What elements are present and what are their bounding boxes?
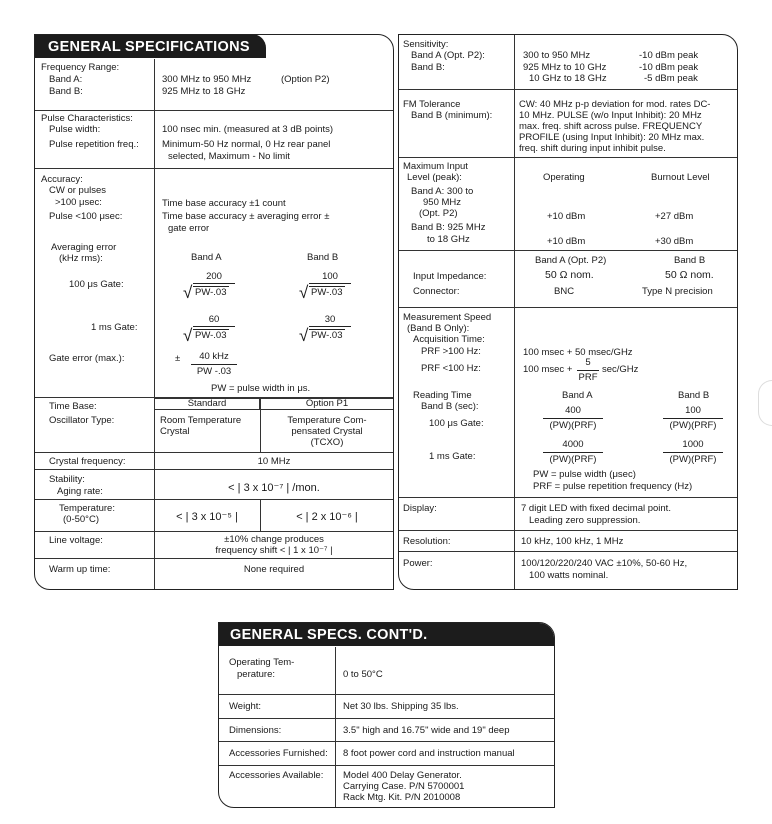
fm-line-3: max. freq. shift across pulse. FREQUENCY (519, 121, 703, 132)
prf-lt-suffix: sec/GHz (602, 364, 639, 375)
sensitivity-band-b-label: Band B: (411, 62, 445, 73)
sensitivity-range-3: 10 GHz to 18 GHz (529, 73, 607, 84)
max-band-a-2: 950 MHz (423, 197, 462, 208)
option-p1-header: Option P1 (305, 398, 349, 409)
aging-rate-value: < | 3 x 10⁻⁷ | /mon. (228, 482, 320, 494)
sensitivity-label: Sensitivity: (403, 39, 449, 50)
fm-line-5: freq. shift during input inhibit pulse. (519, 143, 666, 154)
crystal-frequency-label: Crystal frequency: (49, 456, 126, 467)
band-b-label: Band B: (49, 86, 83, 97)
acquisition-time-label: Acquisition Time: (413, 334, 485, 345)
prf-gt-label: PRF >100 Hz: (421, 346, 481, 357)
warm-up-label: Warm up time: (49, 564, 111, 575)
standard-header: Standard (187, 398, 227, 409)
speed-label-1: Measurement Speed (403, 312, 492, 323)
max-band-b-burnout: +30 dBm (655, 236, 694, 247)
time-base-section (35, 398, 393, 453)
operating-temperature-label-1: Operating Tem- (229, 657, 295, 668)
line-voltage-value-2: frequency shift < | 1 x 10⁻⁷ | (215, 545, 333, 556)
power-value-1: 100/120/220/240 VAC ±10%, 50-60 Hz, (521, 558, 688, 569)
prf-lt-label: PRF <100 Hz: (421, 363, 481, 374)
speed-note-1: PW = pulse width (μsec) (533, 469, 636, 480)
weight-value: Net 30 lbs. Shipping 35 lbs. (343, 701, 459, 712)
oscillator-standard-2: Crystal (160, 426, 190, 437)
lt100-value-2: gate error (168, 223, 210, 234)
accuracy-section (35, 169, 393, 398)
accessories-available-value-3: Rack Mtg. Kit. P/N 2010008 (343, 792, 461, 803)
sensitivity-range-1: 300 to 950 MHz (523, 50, 591, 61)
prf-lt-fraction: 5 PRF (578, 357, 598, 383)
resolution-section (399, 531, 737, 552)
band-a-label: Band A: (49, 74, 83, 85)
band-b-impedance-header: Band B (674, 255, 706, 266)
gate-error-plusminus: ± (175, 353, 181, 364)
pulse-width-value: 100 nsec min. (measured at 3 dB points) (162, 124, 334, 135)
gate-100us-band-a-formula: 200 √ PW-.03 (193, 287, 235, 299)
fm-line-4: PROFILE (using Input Inhibit): 20 MHz max. (519, 132, 705, 143)
gate-1ms-label: 1 ms Gate: (91, 322, 138, 333)
resolution-value: 10 kHz, 100 kHz, 1 MHz (521, 536, 624, 547)
burnout-header: Burnout Level (651, 172, 710, 183)
accessories-furnished-row (219, 742, 554, 766)
oscillator-option-1: Temperature Com- (287, 415, 367, 426)
gate-100us-label: 100 μs Gate: (69, 279, 124, 290)
gate-100us-band-b-formula: 100 √ PW-.03 (309, 287, 351, 299)
operating-header: Operating (543, 172, 585, 183)
oscillator-option-3: (TCXO) (310, 437, 344, 448)
frequency-range-section (35, 59, 393, 111)
max-band-b-operating: +10 dBm (547, 236, 586, 247)
temperature-label-1: Temperature: (59, 503, 115, 514)
weight-label: Weight: (229, 701, 262, 712)
max-band-b-2: to 18 GHz (427, 234, 470, 245)
pw-note: PW = pulse width in μs. (211, 383, 311, 394)
reading-time-label-1: Reading Time (413, 390, 472, 401)
band-b-header: Band B (307, 252, 339, 263)
sensitivity-level-1: -10 dBm peak (639, 50, 699, 61)
lt100-value-1: Time base accuracy ± averaging error ± (162, 211, 330, 222)
sensitivity-band-a-label: Band A (Opt. P2): (411, 50, 485, 61)
accuracy-label: Accuracy: (41, 174, 83, 185)
sensitivity-level-3: -5 dBm peak (644, 73, 698, 84)
max-band-a-burnout: +27 dBm (655, 211, 694, 222)
averaging-error-label-2: (kHz rms): (59, 253, 103, 264)
dimensions-value: 3.5" high and 16.75" wide and 19" deep (343, 725, 510, 736)
crystal-frequency-section (35, 453, 393, 470)
aging-rate-label: Aging rate: (57, 486, 103, 497)
reading-1ms-band-a: 4000 (PW)(PRF) (543, 439, 603, 465)
operating-temperature-value: 0 to 50°C (343, 669, 383, 680)
lt100-label: Pulse <100 μsec: (49, 211, 123, 222)
oscillator-option-2: pensated Crystal (291, 426, 363, 437)
reading-100us-label: 100 μs Gate: (429, 418, 484, 429)
cw-value: Time base accuracy ±1 count (162, 198, 286, 209)
display-section (399, 498, 737, 531)
fm-tolerance-section (399, 90, 737, 158)
aging-rate-section (35, 470, 393, 500)
accessories-furnished-label: Accessories Furnished: (229, 748, 328, 759)
pulse-characteristics-label: Pulse Characteristics: (41, 113, 133, 124)
fm-line-1: CW: 40 MHz p-p deviation for mod. rates DC- (519, 99, 711, 110)
connector-band-a: BNC (554, 286, 575, 297)
max-band-a-operating: +10 dBm (547, 211, 586, 222)
dimensions-label: Dimensions: (229, 725, 282, 736)
warm-up-section (35, 559, 393, 589)
temperature-standard-value: < | 3 x 10⁻⁵ | (176, 511, 238, 523)
temperature-stability-section (35, 500, 393, 532)
prf-lt-prefix: 100 msec + (523, 364, 573, 375)
power-section (399, 552, 737, 590)
band-a-header: Band A (191, 252, 222, 263)
reading-time-label-2: Band B (sec): (421, 401, 479, 412)
sensitivity-section (399, 35, 737, 90)
line-voltage-section (35, 532, 393, 559)
weight-row (219, 695, 554, 719)
frequency-range-label: Frequency Range: (41, 62, 120, 73)
max-input-label-1: Maximum Input (403, 161, 468, 172)
accessories-available-value-2: Carrying Case. P/N 5700001 (343, 781, 465, 792)
band-a-value: 300 MHz to 950 MHz (162, 74, 252, 85)
maximum-input-section (399, 158, 737, 308)
speed-note-2: PRF = pulse repetition frequency (Hz) (533, 481, 693, 492)
display-label: Display: (403, 503, 437, 514)
reading-band-b-header: Band B (678, 390, 710, 401)
max-band-a-3: (Opt. P2) (419, 208, 458, 219)
warm-up-value: None required (243, 564, 305, 575)
general-specifications-panel (34, 34, 394, 590)
band-a-option: (Option P2) (281, 74, 330, 85)
prf-gt-value: 100 msec + 50 msec/GHz (523, 347, 633, 358)
fm-tolerance-label-1: FM Tolerance (403, 99, 461, 110)
display-value-1: 7 digit LED with fixed decimal point. (521, 503, 671, 514)
prf-value-1: Minimum-50 Hz normal, 0 Hz rear panel (162, 139, 331, 150)
line-voltage-value-1: ±10% change produces (224, 534, 324, 545)
oscillator-standard-1: Room Temperature (160, 415, 242, 426)
power-label: Power: (403, 558, 433, 569)
operating-temperature-label-2: perature: (237, 669, 276, 680)
reading-100us-band-b: 100 (PW)(PRF) (663, 405, 723, 431)
pulse-width-label: Pulse width: (49, 124, 101, 135)
cw-label-2: >100 μsec: (55, 197, 102, 208)
averaging-error-label-1: Averaging error (51, 242, 117, 253)
general-specs-continued-title: GENERAL SPECS. CONT'D. (218, 622, 555, 646)
power-value-2: 100 watts nominal. (529, 570, 609, 581)
operating-temperature-row (219, 647, 554, 695)
general-specifications-title: GENERAL SPECIFICATIONS (34, 34, 266, 58)
accessories-available-value-1: Model 400 Delay Generator. (343, 770, 462, 781)
measurement-speed-section (399, 308, 737, 498)
input-impedance-label: Input Impedance: (413, 271, 487, 282)
speed-label-2: (Band B Only): (407, 323, 470, 334)
fm-line-2: 10 MHz. PULSE (w/o Input Inhibit): 20 MHz (519, 110, 702, 121)
max-input-label-2: Level (peak): (407, 172, 462, 183)
right-specifications-panel (398, 34, 738, 590)
connector-label: Connector: (413, 286, 460, 297)
accessories-available-label: Accessories Available: (229, 770, 324, 781)
oscillator-type-label: Oscillator Type: (49, 415, 115, 426)
input-impedance-band-a: 50 Ω nom. (545, 269, 594, 281)
time-base-label: Time Base: (49, 401, 97, 412)
band-b-value: 925 MHz to 18 GHz (162, 86, 246, 97)
prf-value-2: selected, Maximum - No limit (168, 151, 290, 162)
display-value-2: Leading zero suppression. (529, 515, 641, 526)
page-edge-mark (758, 380, 772, 426)
reading-band-a-header: Band A (562, 390, 593, 401)
general-specs-continued-panel (218, 622, 555, 808)
pulse-characteristics-section (35, 111, 393, 169)
temperature-option-value: < | 2 x 10⁻⁶ | (296, 511, 358, 523)
dimensions-row (219, 719, 554, 742)
impedance-divider (399, 250, 737, 251)
input-impedance-band-b: 50 Ω nom. (665, 269, 714, 281)
stability-label: Stability: (49, 474, 85, 485)
gate-1ms-band-b-formula: 30 √ PW-.03 (309, 330, 351, 342)
sensitivity-level-2: -10 dBm peak (639, 62, 699, 73)
reading-1ms-band-b: 1000 (PW)(PRF) (663, 439, 723, 465)
cw-label-1: CW or pulses (49, 185, 107, 196)
accessories-furnished-value: 8 foot power cord and instruction manual (343, 748, 515, 759)
max-band-b-1: Band B: 925 MHz (411, 222, 486, 233)
resolution-label: Resolution: (403, 536, 451, 547)
gate-1ms-band-a-formula: 60 √ PW-.03 (193, 330, 235, 342)
line-voltage-label: Line voltage: (49, 535, 103, 546)
band-a-opt-header: Band A (Opt. P2) (535, 255, 607, 266)
temperature-label-2: (0-50°C) (63, 514, 100, 525)
accessories-available-row (219, 766, 554, 808)
connector-band-b: Type N precision (642, 286, 713, 297)
gate-error-label: Gate error (max.): (49, 353, 125, 364)
sensitivity-range-2: 925 MHz to 10 GHz (523, 62, 607, 73)
reading-1ms-label: 1 ms Gate: (429, 451, 476, 462)
max-band-a-1: Band A: 300 to (411, 186, 474, 197)
gate-error-formula: 40 kHz PW -.03 (191, 351, 237, 377)
prf-label: Pulse repetition freq.: (49, 139, 139, 150)
crystal-frequency-value: 10 MHz (257, 456, 291, 467)
fm-tolerance-label-2: Band B (minimum): (411, 110, 493, 121)
reading-100us-band-a: 400 (PW)(PRF) (543, 405, 603, 431)
